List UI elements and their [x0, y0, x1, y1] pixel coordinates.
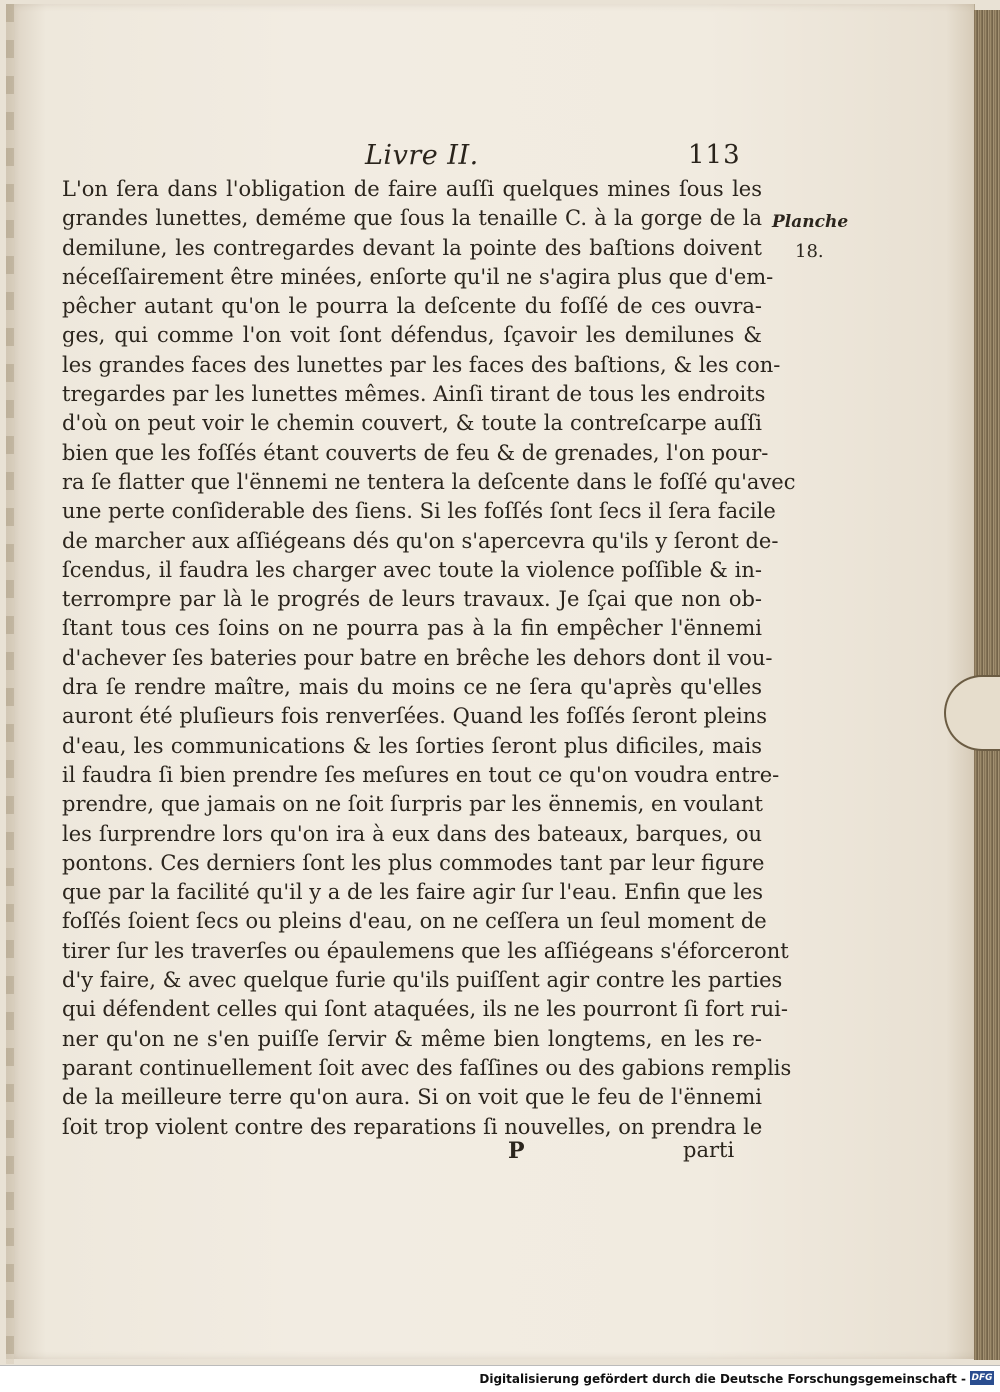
- text-line: dra ſe rendre maître, mais du moins ce ne ſera qu'après qu'elles: [62, 675, 762, 700]
- text-line: ges, qui comme l'on voit ſont défendus, ſçavoir les demilunes &: [62, 323, 762, 348]
- text-line: ſoit trop violent contre des reparations ſi nouvelles, on prendra le: [62, 1114, 763, 1139]
- text-line: parant continuellement ſoit avec des faſſines ou des gabions remplis: [62, 1055, 792, 1080]
- footer-bar: [0, 1365, 1000, 1392]
- margin-note-plate-number: 18.: [795, 241, 824, 262]
- text-line: L'on ſera dans l'obligation de faire auſſi quelques mines ſous les: [62, 177, 762, 201]
- text-line: pêcher autant qu'on le pourra la deſcente du foſſé de ces ouvra-: [62, 294, 762, 319]
- text-line: auront été pluſieurs fois renverſées. Quand les foſſés ſeront pleins: [62, 704, 768, 729]
- text-line: les ſurprendre lors qu'on ira à eux dans des bateaux, barques, ou: [62, 821, 762, 846]
- text-line: d'eau, les communications & les ſorties ſeront plus dificiles, mais: [62, 733, 762, 758]
- text-line: ra ſe flatter que l'ënnemi ne tentera la deſcente dans le foſſé qu'avec: [62, 469, 796, 494]
- text-line: il faudra ſi bien prendre ſes meſures en tout ce qu'on voudra entre-: [62, 762, 780, 787]
- running-head: Livre II.: [365, 140, 479, 171]
- text-line: une perte conſiderable des ſiens. Si les foſſés ſont ſecs il ſera facile: [62, 499, 776, 524]
- margin-note-planche: Planche: [772, 212, 849, 232]
- text-line: que par la facilité qu'il y a de les faire agir ſur l'eau. Enfin que les: [62, 880, 764, 905]
- page-number: 113: [688, 140, 741, 170]
- text-line: grandes lunettes, deméme que ſous la tenaille C. à la gorge de la: [62, 206, 762, 231]
- text-line: ſtant tous ces ſoins on ne pourra pas à la fin empêcher l'ënnemi: [62, 616, 762, 641]
- text-line: d'achever ſes bateries pour batre en brêche les dehors dont il vou-: [62, 645, 773, 670]
- text-line: demilune, les contregardes devant la pointe des baſtions doivent: [62, 235, 762, 260]
- text-line: d'où on peut voir le chemin couvert, & toute la contreſcarpe auſſi: [62, 411, 762, 436]
- text-line: terrompre par là le progrés de leurs travaux. Je ſçai que non ob-: [62, 587, 762, 612]
- signature-mark: P: [508, 1138, 525, 1164]
- text-line: néceſſairement être minées, enſorte qu'il ne s'agira plus que d'em-: [62, 264, 774, 289]
- dfg-logo-icon: DFG: [971, 1373, 993, 1383]
- text-line: de marcher aux aſſiégeans dés qu'on s'apercevra qu'ils y ſeront de-: [62, 528, 779, 553]
- text-line: pontons. Ces derniers ſont les plus commodes tant par leur figure: [62, 850, 765, 875]
- text-line: qui défendent celles qui ſont ataquées, ils ne les pourront ſi fort rui-: [62, 997, 788, 1022]
- text-line: tirer ſur les traverſes ou épaulemens que les aſſiégeans s'éforceront: [62, 938, 789, 963]
- catchword: parti: [683, 1138, 735, 1162]
- text-line: ſcendus, il faudra les charger avec toute la violence poſſible & in-: [62, 557, 762, 582]
- funding-notice: Digitalisierung gefördert durch die Deutsche Forschungsgemeinschaft -: [479, 1372, 966, 1386]
- text-line: tregardes par les lunettes mêmes. Ainſi tirant de tous les endroits: [62, 382, 766, 407]
- text-line: ner qu'on ne s'en puiſſe ſervir & même bien longtems, en les re-: [62, 1026, 762, 1051]
- gutter-shadow: [6, 4, 14, 1364]
- body-text: [62, 175, 796, 1142]
- text-line: de la meilleure terre qu'on aura. Si on voit que le feu de l'ënnemi: [62, 1085, 762, 1110]
- text-line: foſſés ſoient ſecs ou pleins d'eau, on ne ceſſera un ſeul moment de: [62, 909, 767, 934]
- text-line: les grandes faces des lunettes par les faces des baſtions, & les con-: [62, 352, 781, 377]
- text-line: d'y faire, & avec quelque furie qu'ils puiſſent agir contre les parties: [62, 968, 783, 993]
- text-line: bien que les foſſés étant couverts de feu & de grenades, l'on pour-: [62, 440, 769, 465]
- text-line: prendre, que jamais on ne ſoit ſurpris par les ënnemis, en voulant: [62, 792, 763, 817]
